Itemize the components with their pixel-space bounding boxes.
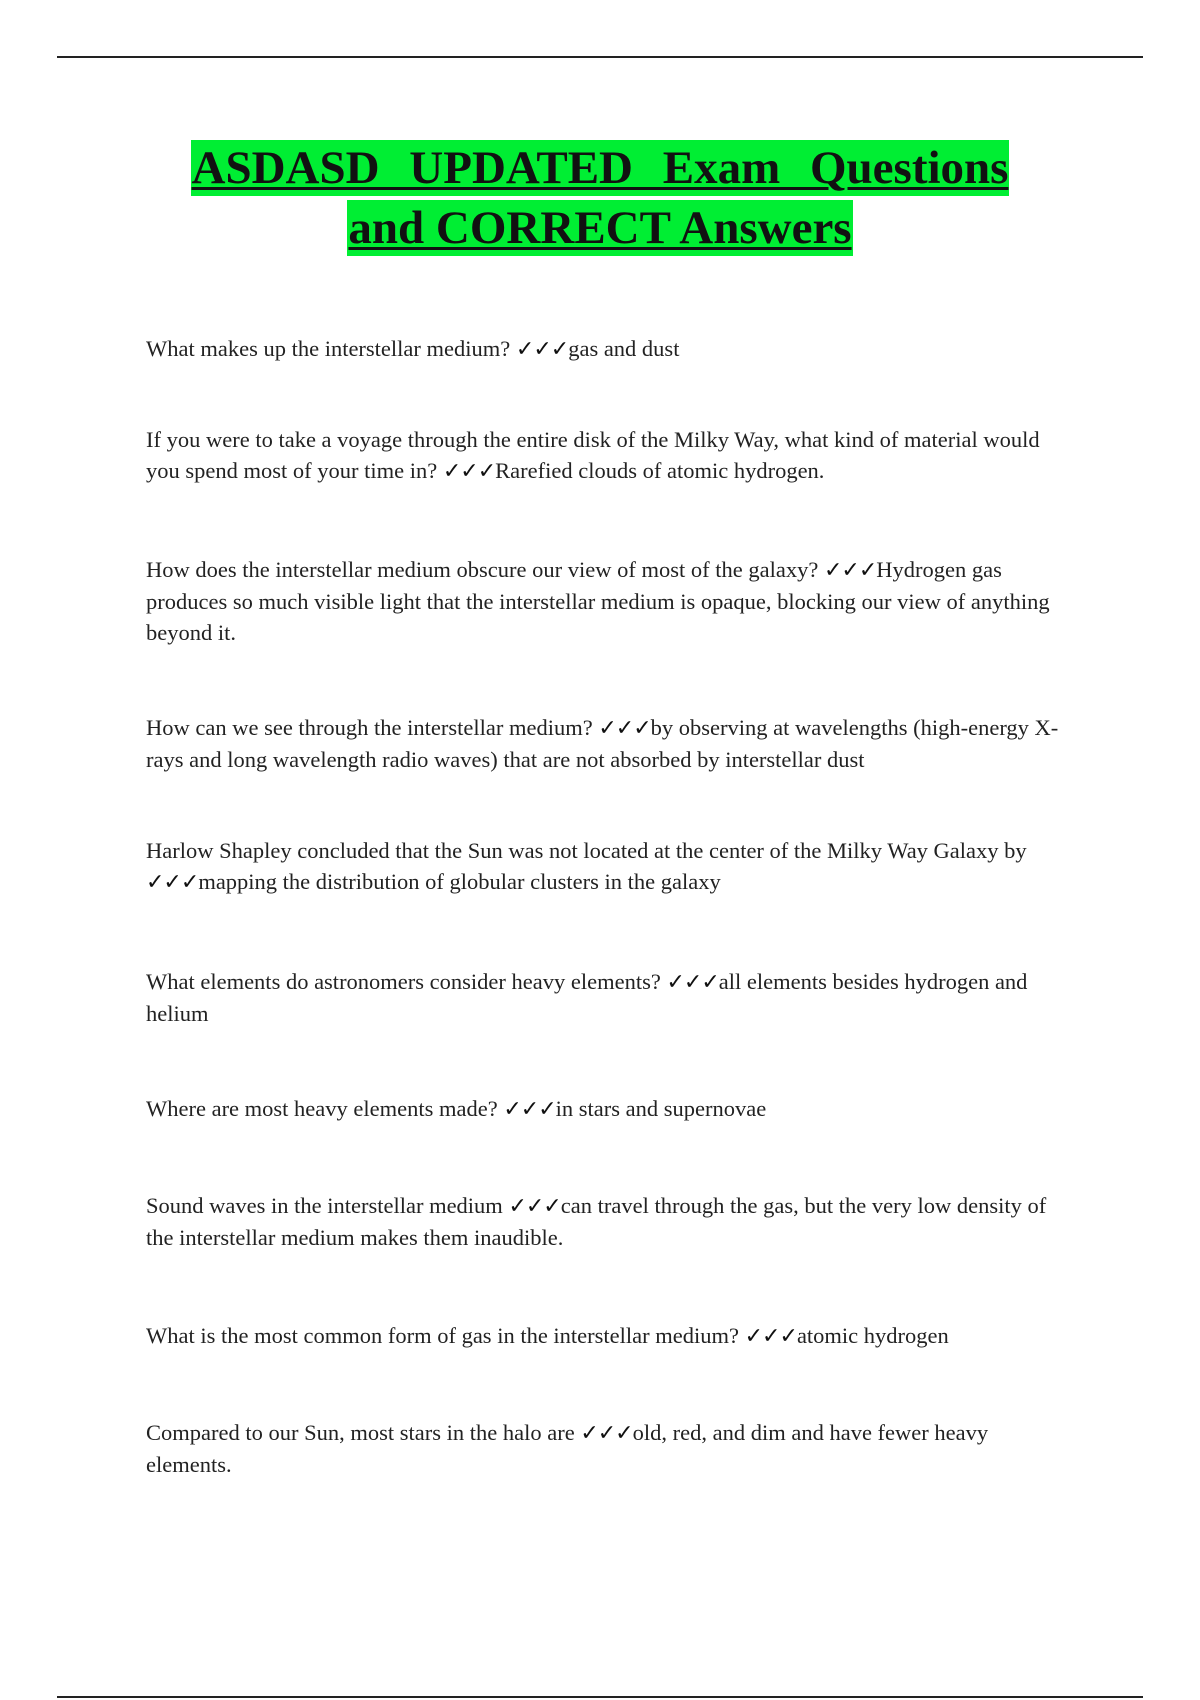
qa-item <box>146 712 1066 775</box>
qa-item <box>146 835 1066 898</box>
question-text: Where are most heavy elements made? <box>146 1096 504 1121</box>
triple-check-icon: ✓✓✓ <box>508 1194 561 1219</box>
question-text: Compared to our Sun, most stars in the halo are <box>146 1420 581 1445</box>
question-text: How does the interstellar medium obscure our view of most of the galaxy? <box>146 557 824 582</box>
question-text: What elements do astronomers consider heavy elements? <box>146 969 667 994</box>
answer-text: in stars and supernovae <box>555 1096 767 1121</box>
triple-check-icon: ✓✓✓ <box>146 870 199 895</box>
triple-check-icon: ✓✓✓ <box>503 1097 556 1122</box>
triple-check-icon: ✓✓✓ <box>598 716 651 741</box>
answer-text: by observing at wavelengths (high-energy X-rays and long wavelength radio waves) that are not absorbed by interstellar dust <box>146 715 1059 772</box>
question-text: What makes up the interstellar medium? <box>146 336 516 361</box>
answer-text: old, red, and dim and have fewer heavy elements. <box>146 1420 989 1477</box>
question-text: If you were to take a voyage through the entire disk of the Milky Way, what kind of material would you spend most of your time in? <box>146 427 1040 483</box>
question-text: Sound waves in the interstellar medium <box>146 1193 509 1218</box>
question-text: Harlow Shapley concluded that the Sun was not located at the center of the Milky Way Galaxy by <box>146 838 1027 863</box>
answer-text: Rarefied clouds of atomic hydrogen. <box>495 458 825 483</box>
triple-check-icon: ✓✓✓ <box>515 337 569 362</box>
triple-check-icon: ✓✓✓ <box>744 1324 797 1349</box>
question-text: How can we see through the interstellar medium? <box>146 715 599 740</box>
qa-item <box>146 1320 1066 1352</box>
triple-check-icon: ✓✓✓ <box>666 970 719 995</box>
answer-text: mapping the distribution of globular clusters in the galaxy <box>198 869 721 894</box>
title-line-1: ASDASD UPDATED Exam Questions <box>191 142 1009 194</box>
qa-item <box>146 966 1066 1029</box>
triple-check-icon: ✓✓✓ <box>823 558 877 583</box>
answer-text: all elements besides hydrogen and helium <box>146 969 1028 1026</box>
triple-check-icon: ✓✓✓ <box>442 459 496 484</box>
qa-item <box>146 333 1066 365</box>
qa-item <box>146 1190 1066 1253</box>
top-rule <box>57 56 1143 58</box>
answer-text: Hydrogen gas produces so much visible light that the interstellar medium is opaque, blocking our view of anything beyond it. <box>146 557 1050 645</box>
title-line-2: and CORRECT Answers <box>348 202 852 254</box>
bottom-rule <box>57 1696 1143 1698</box>
qa-item <box>146 554 1066 648</box>
qa-item <box>146 424 1066 487</box>
document-title <box>0 140 1200 256</box>
answer-text: can travel through the gas, but the very low density of the interstellar medium makes them inaudible. <box>146 1193 1047 1250</box>
question-text: What is the most common form of gas in the interstellar medium? <box>146 1323 745 1348</box>
answer-text: gas and dust <box>568 336 680 361</box>
qa-item <box>146 1417 1066 1480</box>
answer-text: atomic hydrogen <box>796 1323 949 1348</box>
triple-check-icon: ✓✓✓ <box>580 1421 633 1446</box>
qa-item <box>146 1093 1066 1125</box>
